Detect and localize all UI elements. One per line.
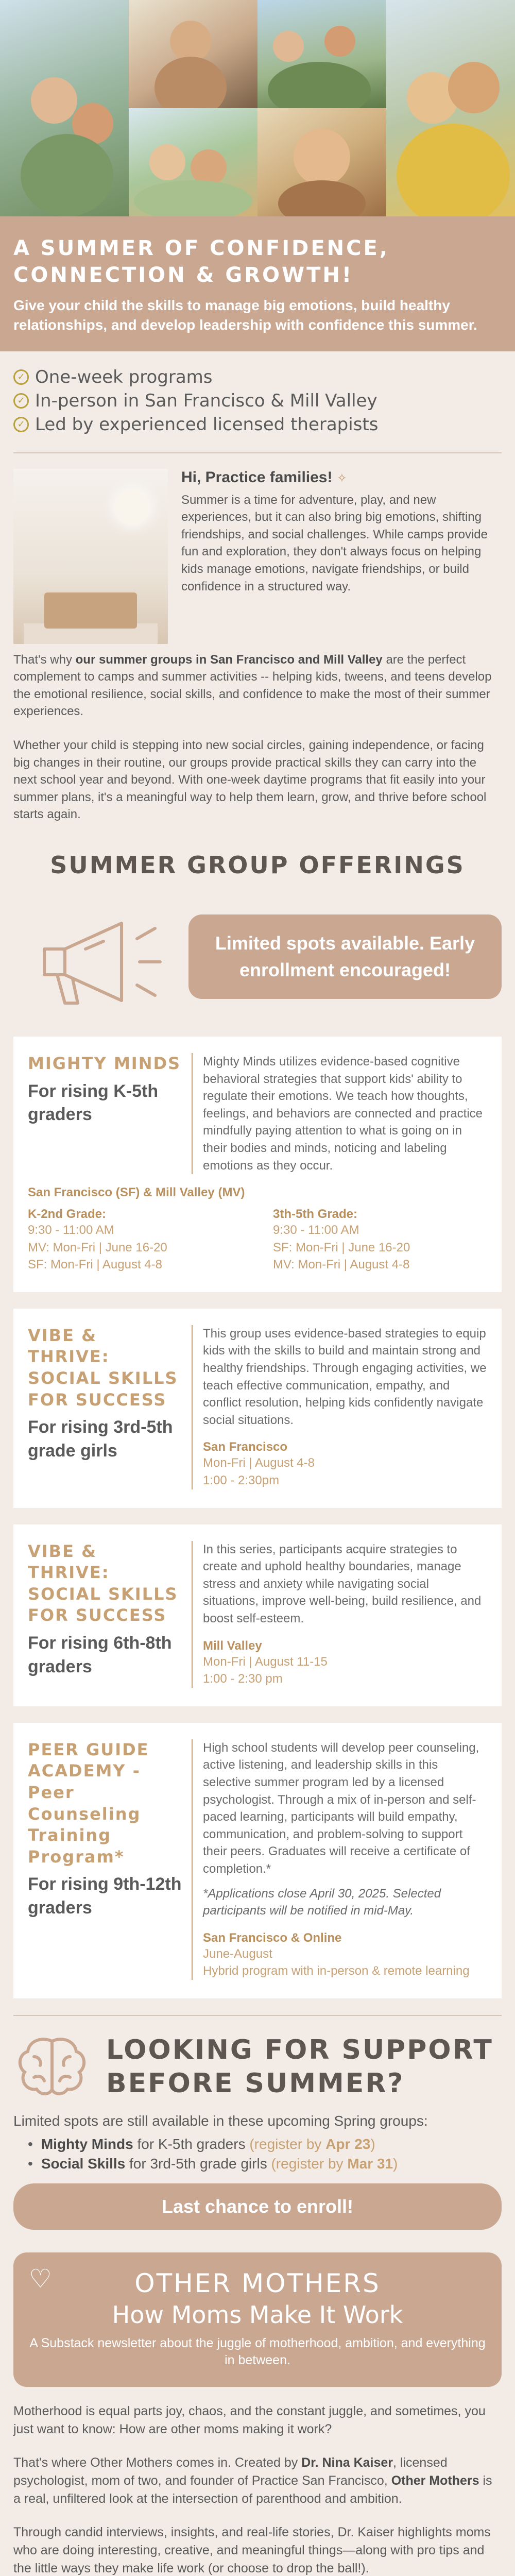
session-time: 1:00 - 2:30pm — [203, 1473, 280, 1488]
program-description: High school students will develop peer counseling, active listening, and leadership skills in this selective summer program led by a licensed psychologist. Through a mix of in-person and self-paced learning, participants will build empathy, communication, and problem-solving to support their peers. Graduates will receive a certificate of completion.* — [203, 1740, 479, 1876]
mothers-paragraph: That's where Other Mothers comes in. Created by Dr. Nina Kaiser, licensed psychologist, mom of two, and founder of Practice San Francisco, Other Mothers is a real, unfiltered look at the intersection of parenthood and ambition. — [13, 2455, 492, 2506]
other-mothers-body — [0, 2387, 515, 2576]
register-by-note: (register by Mar 31) — [271, 2156, 398, 2172]
program-audience: For rising 9th-12th graders — [28, 1874, 182, 1918]
highlight-text: Led by experienced licensed therapists — [35, 414, 379, 435]
session-date: Mon-Fri | August 11-15 — [203, 1654, 328, 1669]
session-time: 9:30 - 11:00 AM — [273, 1223, 359, 1238]
enroll-button[interactable]: Last chance to enroll! — [13, 2183, 502, 2230]
session-date: MV: Mon-Fri | June 16-20 — [28, 1240, 167, 1255]
session-date: SF: Mon-Fri | August 4-8 — [28, 1258, 162, 1272]
program-title: MIGHTY MINDS — [28, 1053, 181, 1073]
greeting-heading: Hi, Practice families! ✧ — [181, 468, 347, 486]
program-location: San Francisco & Online — [203, 1930, 342, 1945]
list-item: • Mighty Minds for K-5th graders (register by Apr 23) — [28, 2136, 502, 2153]
hero-banner — [0, 216, 515, 351]
program-audience: For rising 6th-8th graders — [28, 1633, 172, 1676]
program-title: PEER GUIDE ACADEMY - Peer Counseling Training Program* — [28, 1739, 149, 1867]
program-location: San Francisco — [203, 1440, 288, 1454]
newsletter-title: OTHER MOTHERS — [134, 2268, 381, 2299]
session-date: June-August — [203, 1946, 272, 1961]
check-circle-icon: ✓ — [13, 417, 29, 432]
session-time: 1:00 - 2:30 pm — [203, 1672, 283, 1686]
megaphone-icon — [13, 892, 168, 1021]
support-heading: LOOKING FOR SUPPORT BEFORE SUMMER? — [106, 2034, 493, 2099]
newsletter-tagline: A Substack newsletter about the juggle of motherhood, ambition, and everything in between. — [29, 2336, 486, 2367]
hero-photo-friends — [386, 0, 515, 216]
highlight-item — [13, 414, 502, 435]
intro-section — [0, 453, 515, 828]
enrollment-notice: Limited spots available. Early enrollment encouraged! — [188, 914, 502, 999]
intro-paragraph: That's why our summer groups in San Francisco and Mill Valley are the perfect complement to camps and summer activities -- helping kids, tweens, and teens develop the emotional resilience, social skills, and confidence to make the most of their summer experiences. — [13, 652, 492, 719]
highlight-text: One-week programs — [35, 366, 213, 387]
hero-photo-smiling-girl — [258, 108, 386, 216]
grade-heading: K-2nd Grade: — [28, 1207, 107, 1222]
program-title: VIBE & THRIVE: SOCIAL SKILLS FOR SUCCESS — [28, 1325, 178, 1410]
mothers-paragraph: Through candid interviews, insights, and real-life stories, Dr. Kaiser highlights moms who are doing interesting, creative, and meaningful things—along with pro tips and the little ways they make life work (or choose to drop the ball!). — [13, 2525, 491, 2576]
hero-photo-kids-group — [0, 0, 129, 216]
program-description: Mighty Minds utilizes evidence-based cognitive behavioral strategies that support kids' ability to regulate their emotions. We teach how thoughts, feelings, and behaviors are connected and practice mindfully paying attention to what is going on in their bodies and minds, noticing and labeling emotions as they occur. — [203, 1054, 483, 1173]
highlight-item — [13, 367, 502, 387]
program-title: VIBE & THRIVE: SOCIAL SKILLS FOR SUCCESS — [28, 1541, 178, 1625]
session-time: 9:30 - 11:00 AM — [28, 1223, 114, 1238]
session-date: MV: Mon-Fri | August 4-8 — [273, 1258, 410, 1272]
register-by-note: (register by Apr 23) — [249, 2136, 375, 2153]
check-circle-icon: ✓ — [13, 369, 29, 385]
program-audience: For rising 3rd-5th grade girls — [28, 1417, 173, 1461]
program-card-peer-guide-academy — [13, 1723, 502, 1998]
highlights-list — [0, 351, 515, 452]
spring-groups-list — [13, 2136, 502, 2172]
heart-icon: ♡ — [29, 2264, 52, 2294]
promo-row — [0, 892, 515, 1037]
session-date: SF: Mon-Fri | June 16-20 — [273, 1240, 410, 1255]
application-note: *Applications close April 30, 2025. Selected participants will be notified in mid-May. — [203, 1886, 441, 1918]
offerings-heading-block — [0, 828, 515, 892]
hero-photo-kids-running — [258, 0, 386, 108]
program-description: This group uses evidence-based strategies to equip kids with the skills to build and maintain strong and healthy friendships. Through engaging activities, we teach effective communication, empathy, and conflict resolution, helping kids confidently navigate social situations. — [203, 1326, 487, 1427]
program-card-vibe-thrive-sf — [13, 1309, 502, 1508]
offerings-heading: SUMMER GROUP OFFERINGS — [50, 851, 465, 879]
program-card-vibe-thrive-mv — [13, 1524, 502, 1706]
grade-heading: 3th-5th Grade: — [273, 1207, 358, 1222]
sparkle-icon: ✧ — [336, 471, 347, 485]
program-card-mighty-minds — [13, 1037, 502, 1292]
intro-paragraph: Summer is a time for adventure, play, and new experiences, but it can also bring big emotions, shifting friendships, and social challenges. While camps provide fun and exploration, they don't always focus on helping kids manage emotions, navigate friendships, or build confidence in a structured way. — [181, 493, 488, 594]
list-item: • Social Skills for 3rd-5th grade girls (register by Mar 31) — [28, 2156, 502, 2172]
support-intro: Limited spots are still available in these upcoming Spring groups: — [13, 2112, 428, 2129]
brain-icon — [13, 2033, 91, 2100]
hero-photo-kids-lying — [129, 108, 258, 216]
intro-paragraph: Whether your child is stepping into new social circles, gaining independence, or facing big changes in their routine, our groups provide practical skills they can carry into the next school year and beyond. With one-week daytime programs that fit easily into your summer plans, it's a meaningful way to help them learn, grow, and thrive before school starts again. — [13, 738, 487, 822]
mothers-paragraph: Motherhood is equal parts joy, chaos, and the constant juggle, and sometimes, you just want to know: How are other moms making it work? — [13, 2404, 486, 2437]
highlight-item — [13, 391, 502, 411]
session-date: Mon-Fri | August 4-8 — [203, 1456, 315, 1470]
newsletter-subtitle: How Moms Make It Work — [112, 2301, 403, 2329]
program-location: Mill Valley — [203, 1638, 262, 1653]
hero-subtitle: Give your child the skills to manage big emotions, build healthy relationships, and develop leadership with confidence this summer. — [13, 297, 477, 333]
program-audience: For rising K-5th graders — [28, 1081, 159, 1125]
program-description: In this series, participants acquire strategies to create and uphold healthy boundaries, manage stress and anxiety while navigating social situations, improve well-being, build resilience, and boost self-esteem. — [203, 1542, 482, 1625]
program-location: San Francisco (SF) & Mill Valley (MV) — [28, 1185, 245, 1200]
check-circle-icon: ✓ — [13, 393, 29, 409]
program-format: Hybrid program with in-person & remote learning — [203, 1964, 470, 1978]
other-mothers-banner — [13, 2252, 502, 2387]
hero-title: A SUMMER OF CONFIDENCE, CONNECTION & GROWTH! — [13, 236, 390, 287]
highlight-text: In-person in San Francisco & Mill Valley — [35, 390, 377, 411]
office-room-image — [13, 469, 168, 644]
spring-support-section — [0, 2016, 515, 2230]
hero-photo-child-painting — [129, 0, 258, 108]
hero-photo-collage — [0, 0, 515, 216]
